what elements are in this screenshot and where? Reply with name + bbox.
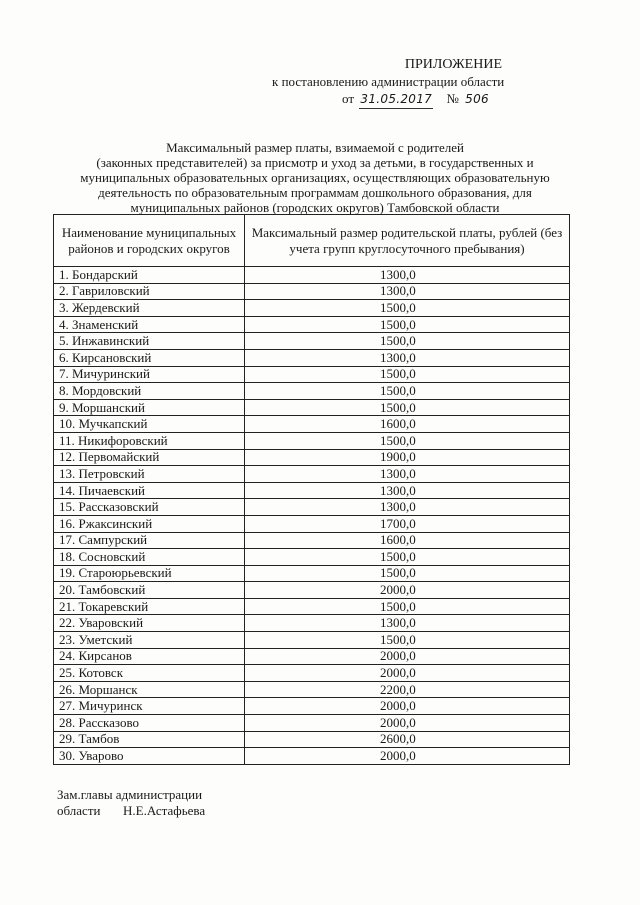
district-name-cell: 18. Сосновский <box>54 549 245 566</box>
district-name-cell: 19. Староюрьевский <box>54 565 245 582</box>
heading-line: муниципальных районов (городских округов) Тамбовской области <box>130 200 500 215</box>
fee-value-cell: 1300,0 <box>245 615 570 632</box>
fee-value-cell: 2200,0 <box>245 681 570 698</box>
table-row <box>54 665 570 682</box>
handwritten-number: 506 <box>465 92 489 106</box>
fee-value-cell: 2600,0 <box>245 731 570 748</box>
district-name-cell: 29. Тамбов <box>54 731 245 748</box>
table-row <box>54 681 570 698</box>
district-name-cell: 21. Токаревский <box>54 598 245 615</box>
fee-value-cell: 1300,0 <box>245 267 570 284</box>
table-body <box>54 267 570 765</box>
signature-row <box>57 803 205 819</box>
table-row <box>54 515 570 532</box>
district-name-cell: 9. Моршанский <box>54 399 245 416</box>
table-row <box>54 748 570 765</box>
column-header-fee: Максимальный размер родительской платы, рублей (без учета групп круглосуточного пребывания) <box>245 215 570 267</box>
fee-value-cell: 1600,0 <box>245 532 570 549</box>
fee-value-cell: 1500,0 <box>245 399 570 416</box>
district-name-cell: 22. Уваровский <box>54 615 245 632</box>
column-header-name: Наименование муниципальных районов и городских округов <box>54 215 245 267</box>
district-name-cell: 15. Рассказовский <box>54 499 245 516</box>
fee-value-cell: 1500,0 <box>245 333 570 350</box>
signature-block <box>57 787 205 819</box>
table-header-row <box>54 215 570 267</box>
table-row <box>54 482 570 499</box>
district-name-cell: 26. Моршанск <box>54 681 245 698</box>
fee-value-cell: 2000,0 <box>245 648 570 665</box>
fee-value-cell: 1700,0 <box>245 515 570 532</box>
district-name-cell: 16. Ржаксинский <box>54 515 245 532</box>
table-row <box>54 598 570 615</box>
handwritten-date: 31.05.2017 <box>359 91 433 109</box>
table-row <box>54 333 570 350</box>
table-row <box>54 532 570 549</box>
district-name-cell: 20. Тамбовский <box>54 582 245 599</box>
heading-line: (законных представителей) за присмотр и уход за детьми, в государственных и <box>96 155 534 170</box>
fee-value-cell: 2000,0 <box>245 748 570 765</box>
table-row <box>54 300 570 317</box>
table-row <box>54 632 570 649</box>
appendix-block <box>270 56 540 109</box>
fee-value-cell: 2000,0 <box>245 665 570 682</box>
table-row <box>54 648 570 665</box>
district-name-cell: 3. Жердевский <box>54 300 245 317</box>
fee-value-cell: 1500,0 <box>245 432 570 449</box>
table-row <box>54 731 570 748</box>
district-name-cell: 7. Мичуринский <box>54 366 245 383</box>
district-name-cell: 25. Котовск <box>54 665 245 682</box>
district-name-cell: 2. Гавриловский <box>54 283 245 300</box>
document-heading <box>55 140 575 215</box>
fee-value-cell: 1500,0 <box>245 632 570 649</box>
district-name-cell: 5. Инжавинский <box>54 333 245 350</box>
fee-value-cell: 1900,0 <box>245 449 570 466</box>
fees-table <box>53 214 570 765</box>
district-name-cell: 28. Рассказово <box>54 715 245 732</box>
fee-value-cell: 2000,0 <box>245 698 570 715</box>
table-row <box>54 267 570 284</box>
district-name-cell: 13. Петровский <box>54 466 245 483</box>
district-name-cell: 27. Мичуринск <box>54 698 245 715</box>
table-row <box>54 316 570 333</box>
fee-value-cell: 1300,0 <box>245 499 570 516</box>
district-name-cell: 23. Уметский <box>54 632 245 649</box>
fee-value-cell: 1300,0 <box>245 283 570 300</box>
signature-position: Зам.главы администрации <box>57 787 203 802</box>
table-row <box>54 383 570 400</box>
table-row <box>54 565 570 582</box>
table-row <box>54 698 570 715</box>
appendix-reference: к постановлению администрации области <box>272 74 505 89</box>
fee-value-cell: 2000,0 <box>245 582 570 599</box>
table-row <box>54 416 570 433</box>
table-row <box>54 499 570 516</box>
date-prefix: от <box>342 91 355 106</box>
fee-value-cell: 1500,0 <box>245 549 570 566</box>
district-name-cell: 4. Знаменский <box>54 316 245 333</box>
fee-value-cell: 1500,0 <box>245 383 570 400</box>
fee-value-cell: 1300,0 <box>245 349 570 366</box>
appendix-date-line <box>270 90 540 109</box>
table-row <box>54 283 570 300</box>
district-name-cell: 24. Кирсанов <box>54 648 245 665</box>
fee-value-cell: 1500,0 <box>245 366 570 383</box>
appendix-title: ПРИЛОЖЕНИЕ <box>404 57 502 72</box>
table-row <box>54 615 570 632</box>
fee-value-cell: 2000,0 <box>245 715 570 732</box>
district-name-cell: 17. Сампурский <box>54 532 245 549</box>
number-prefix: № <box>446 91 459 106</box>
district-name-cell: 14. Пичаевский <box>54 482 245 499</box>
fee-value-cell: 1500,0 <box>245 316 570 333</box>
signature-name: Н.Е.Астафьева <box>123 803 206 818</box>
heading-line: муниципальных образовательных организациях, осуществляющих образовательную <box>80 170 550 185</box>
fee-value-cell: 1500,0 <box>245 300 570 317</box>
table-row <box>54 449 570 466</box>
fee-value-cell: 1600,0 <box>245 416 570 433</box>
fee-value-cell: 1300,0 <box>245 482 570 499</box>
table-row <box>54 549 570 566</box>
signature-position-2: области <box>57 803 101 818</box>
district-name-cell: 1. Бондарский <box>54 267 245 284</box>
table-row <box>54 366 570 383</box>
table-row <box>54 432 570 449</box>
district-name-cell: 12. Первомайский <box>54 449 245 466</box>
table-row <box>54 466 570 483</box>
heading-line: Максимальный размер платы, взимаемой с родителей <box>166 140 464 155</box>
district-name-cell: 30. Уварово <box>54 748 245 765</box>
district-name-cell: 8. Мордовский <box>54 383 245 400</box>
district-name-cell: 11. Никифоровский <box>54 432 245 449</box>
fee-value-cell: 1500,0 <box>245 565 570 582</box>
heading-line: деятельность по образовательным программам дошкольного образования, для <box>98 185 532 200</box>
table-row <box>54 399 570 416</box>
fee-value-cell: 1300,0 <box>245 466 570 483</box>
district-name-cell: 10. Мучкапский <box>54 416 245 433</box>
fee-value-cell: 1500,0 <box>245 598 570 615</box>
district-name-cell: 6. Кирсановский <box>54 349 245 366</box>
table-row <box>54 715 570 732</box>
table-row <box>54 349 570 366</box>
table-row <box>54 582 570 599</box>
